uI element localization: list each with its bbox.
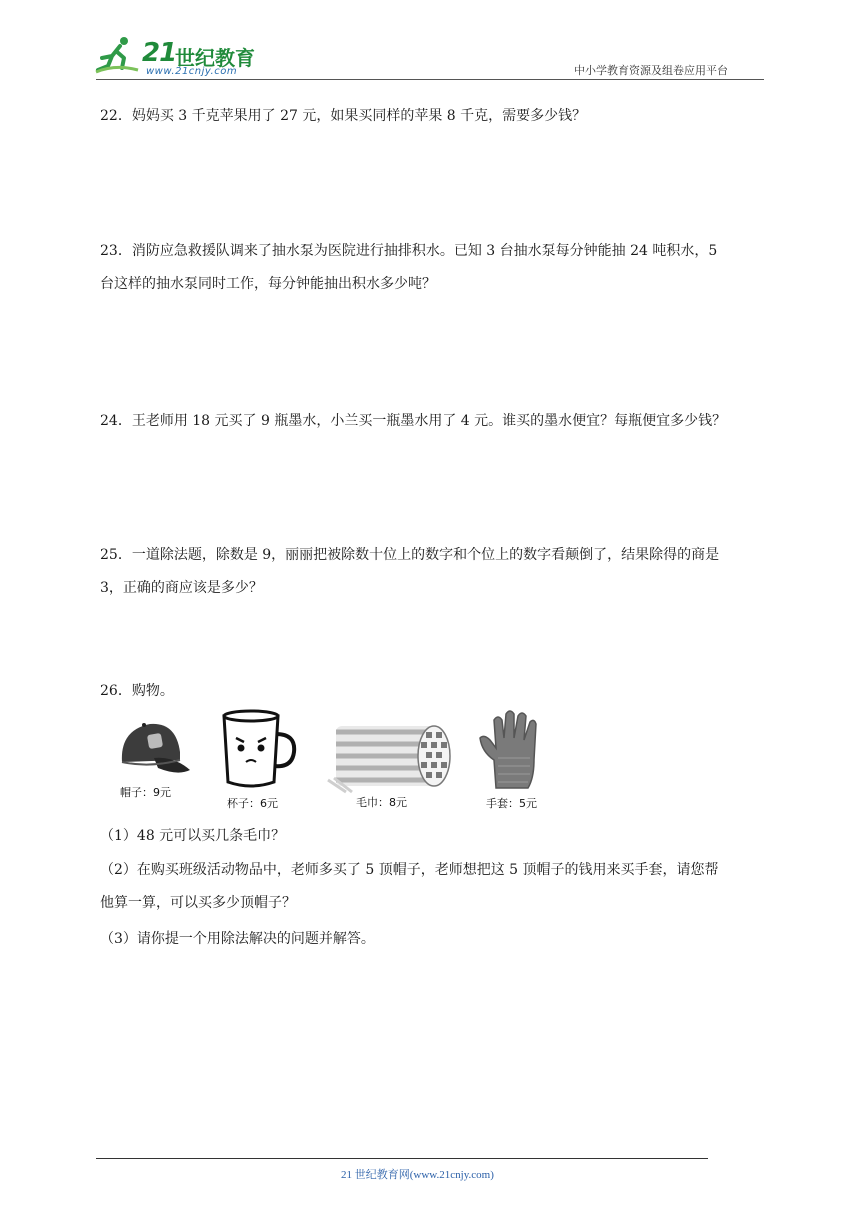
question-26-sub3: （3）请你提一个用除法解决的问题并解答。 (100, 931, 375, 947)
header-divider (96, 79, 764, 80)
platform-tagline: 中小学教育资源及组卷应用平台 (574, 64, 728, 77)
footer-divider (96, 1158, 708, 1159)
question-22: 22．妈妈买 3 千克苹果用了 27 元，如果买同样的苹果 8 千克，需要多少钱？ (100, 108, 587, 124)
towel-icon (326, 720, 454, 798)
question-26-sub2-line2: 他算一算，可以买多少顶帽子？ (100, 895, 296, 911)
question-23-line1: 23．消防应急救援队调来了抽水泵为医院进行抽排积水。已知 3 台抽水泵每分钟能抽 24 吨积水，5 (100, 243, 718, 259)
cap-caption: 帽子：9元 (120, 786, 171, 799)
cup-caption: 杯子：6元 (227, 797, 278, 810)
glove-icon (474, 708, 554, 794)
question-23-line2: 台这样的抽水泵同时工作，每分钟能抽出积水多少吨？ (100, 276, 436, 292)
question-26-title: 26．购物。 (100, 683, 174, 699)
header (0, 0, 860, 80)
logo-text: 世纪教育 (175, 46, 255, 70)
footer-text: 21 世纪教育网(www.21cnjy.com) (341, 1169, 494, 1181)
question-25-line2: 3，正确的商应该是多少？ (100, 580, 263, 596)
towel-caption: 毛巾：8元 (356, 796, 407, 809)
question-26-sub2-line1: （2）在购买班级活动物品中，老师多买了 5 顶帽子，老师想把这 5 顶帽子的钱用来买手套，请您帮 (100, 862, 719, 878)
question-26-sub1: （1）48 元可以买几条毛巾？ (100, 828, 286, 844)
question-24: 24．王老师用 18 元买了 9 瓶墨水，小兰买一瓶墨水用了 4 元。谁买的墨水便宜？每瓶便宜多少钱？ (100, 413, 727, 429)
logo-url: www.21cnjy.com (146, 66, 238, 77)
cup-icon (218, 708, 300, 794)
shopping-items-figure (100, 706, 560, 816)
question-25-line1: 25．一道除法题，除数是 9，丽丽把被除数十位上的数字和个位上的数字看颠倒了，结果除得的商是 (100, 547, 720, 563)
glove-caption: 手套：5元 (486, 797, 537, 810)
runner-logo-icon (94, 34, 140, 74)
cap-icon (114, 712, 194, 780)
logo-number: 21 (142, 38, 177, 68)
